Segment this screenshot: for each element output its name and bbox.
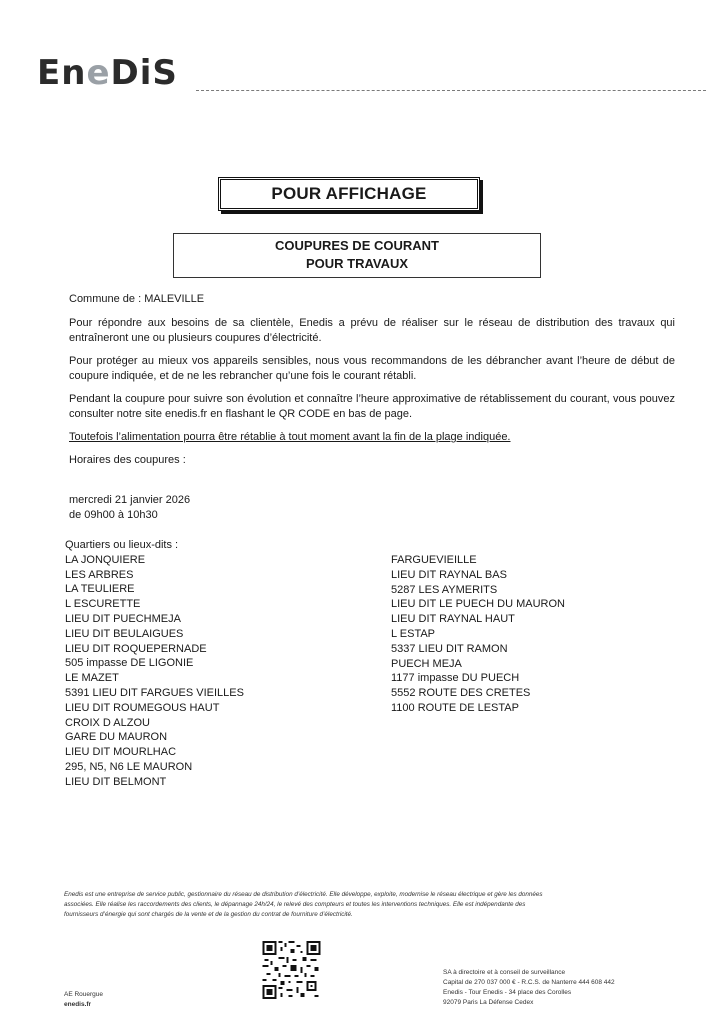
locations-list-left xyxy=(65,538,244,790)
legal-line: Enedis est une entreprise de service public, gestionnaire du réseau de distribution d’électricité. Elle développe, exploite, modernise le réseau électrique et gère les données xyxy=(64,891,543,898)
notice-title-line1: COUPURES DE COURANT xyxy=(275,238,439,253)
location-item: 5337 LIEU DIT RAMON xyxy=(391,642,508,655)
location-item: 295, N5, N6 LE MAURON xyxy=(65,760,193,773)
warning-text: Toutefois l’alimentation pourra être rétablie à tout moment avant la fin de la plage indiquée. xyxy=(69,431,511,443)
location-item: LES ARBRES xyxy=(65,568,134,581)
footer-company-info xyxy=(443,968,615,1008)
pour-affichage-label: POUR AFFICHAGE xyxy=(271,184,427,203)
location-item: LIEU DIT BEULAIGUES xyxy=(65,627,184,640)
location-item: LE MAZET xyxy=(65,672,119,685)
location-item: 5391 LIEU DIT FARGUES VIEILLES xyxy=(65,686,244,699)
horaires-label: Horaires des coupures : xyxy=(69,454,186,466)
location-item: LIEU DIT MOURLHAC xyxy=(65,746,177,759)
paragraph-follow: Pendant la coupure pour suivre son évolution et connaître l’heure approximative de rétablissement du courant, vous pouvez consulter notre site enedis.fr en flashant le QR CODE en bas de page. xyxy=(69,393,675,420)
qr-code-icon[interactable] xyxy=(262,941,321,999)
location-item: 5287 LES AYMERITS xyxy=(391,583,498,596)
website-link[interactable]: enedis.fr xyxy=(64,1001,92,1008)
notice-title-box xyxy=(173,233,541,278)
location-item: LIEU DIT ROQUEPERNADE xyxy=(65,642,207,655)
location-item: LIEU DIT RAYNAL BAS xyxy=(391,568,507,581)
company-line: Capital de 270 037 000 € - R.C.S. de Nanterre 444 608 442 xyxy=(443,979,615,986)
schedule-time: de 09h00 à 10h30 xyxy=(69,509,158,521)
location-item: LIEU DIT BELMONT xyxy=(65,775,167,788)
footer-agency xyxy=(64,990,103,1010)
legal-line: fournisseurs d’énergie qui sont chargés de la vente et de la gestion du contrat de fourniture d’électricité. xyxy=(64,911,353,918)
commune-label: Commune de : MALEVILLE xyxy=(69,293,205,305)
schedule-date: mercredi 21 janvier 2026 xyxy=(69,494,191,506)
enedis-logo: EneDiS xyxy=(37,53,178,93)
location-item: L ESCURETTE xyxy=(65,598,141,611)
location-item: LA TEULIERE xyxy=(65,583,135,596)
location-item: LA JONQUIERE xyxy=(65,553,146,566)
location-item: LIEU DIT LE PUECH DU MAURON xyxy=(391,598,565,611)
notice-title-line2: POUR TRAVAUX xyxy=(305,256,409,271)
location-item: CROIX D ALZOU xyxy=(65,716,150,729)
company-line: SA à directoire et à conseil de surveillance xyxy=(443,969,566,976)
location-item: 1177 impasse DU PUECH xyxy=(391,672,520,685)
schedule-block xyxy=(69,493,190,523)
location-item: 5552 ROUTE DES CRETES xyxy=(391,687,531,700)
locations-label: Quartiers ou lieux-dits : xyxy=(65,539,179,551)
notice-body xyxy=(69,292,675,468)
location-item: PUECH MEJA xyxy=(391,657,462,670)
header-divider xyxy=(196,90,706,91)
location-item: 505 impasse DE LIGONIE xyxy=(65,657,194,670)
location-item: LIEU DIT RAYNAL HAUT xyxy=(391,613,515,626)
legal-line: associées. Elle réalise les raccordements des clients, le dépannage 24h/24, le relevé des compteurs et toutes les interventions techniques. Elle est indépendante des xyxy=(64,901,526,908)
location-item: GARE DU MAURON xyxy=(65,731,168,744)
location-item: LIEU DIT ROUMEGOUS HAUT xyxy=(65,701,220,714)
locations-list-right xyxy=(391,553,565,716)
company-line: 92079 Paris La Défense Cedex xyxy=(443,999,534,1006)
location-item: LIEU DIT PUECHMEJA xyxy=(65,612,181,625)
agency-name: AE Rouergue xyxy=(64,991,104,998)
company-line: Enedis - Tour Enedis - 34 place des Corolles xyxy=(443,989,572,996)
footer-legal-text xyxy=(64,890,664,920)
location-item: L ESTAP xyxy=(391,627,436,640)
location-item: FARGUEVIEILLE xyxy=(391,554,477,566)
paragraph-intro: Pour répondre aux besoins de sa clientèle, Enedis a prévu de réaliser sur le réseau de distribution des travaux qui entraîneront une ou plusieurs coupures d’électricité. xyxy=(69,317,675,344)
pour-affichage-banner xyxy=(218,177,480,211)
location-item: 1100 ROUTE DE LESTAP xyxy=(391,701,519,714)
paragraph-devices: Pour protéger au mieux vos appareils sensibles, nous vous recommandons de les débrancher avant l’heure de début de coupure indiquée, et de ne les rebrancher qu’une fois le courant rétabli. xyxy=(69,355,675,382)
